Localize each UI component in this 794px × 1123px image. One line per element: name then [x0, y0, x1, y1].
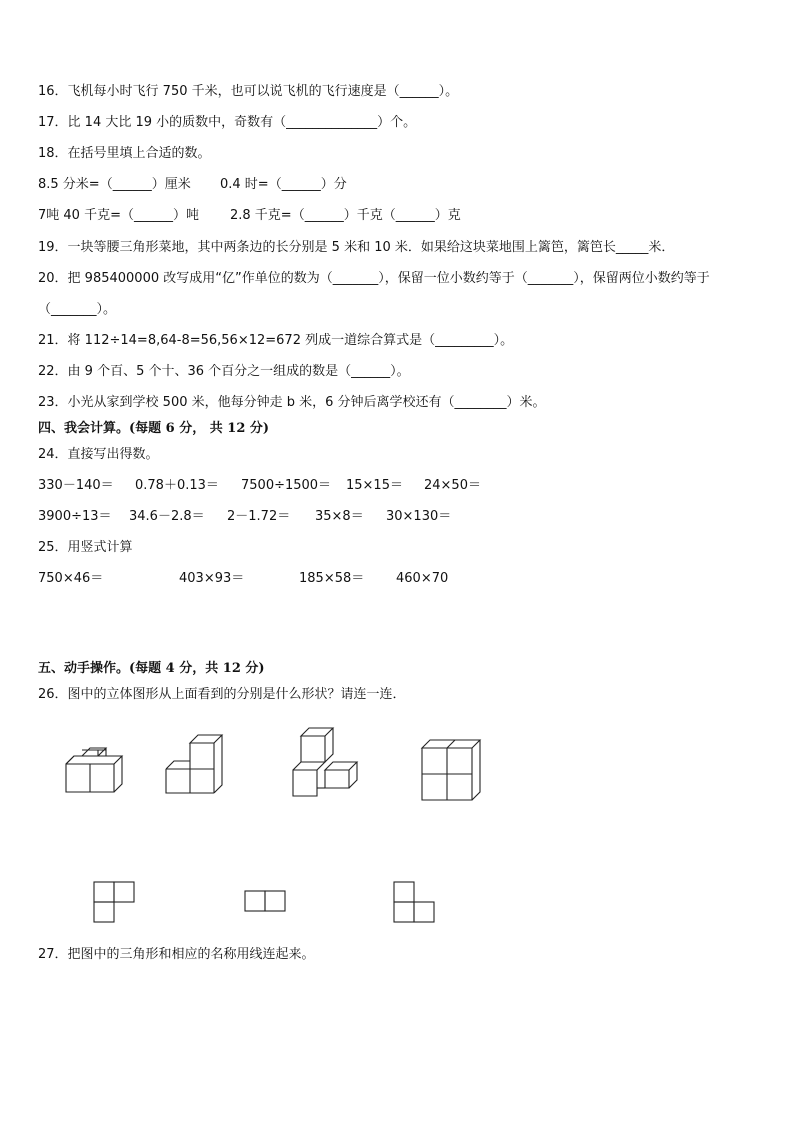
question-19: 19．一块等腰三角形菜地，其中两条边的长分别是 5 米和 10 米．如果给这块菜地围上篱笆，篱笆长_____米． [38, 240, 675, 255]
calc-item: 750×46＝ [38, 571, 104, 586]
calc-item: 2－1.72＝ [227, 509, 291, 524]
calc-item: 330－140＝ [38, 478, 114, 493]
question-20-continued: （_______）。 [38, 302, 117, 317]
question-17: 17．比 14 大比 19 小的质数中，奇数有（______________）个。 [38, 115, 417, 130]
solid-figure-1 [60, 740, 130, 800]
q18-item: 7吨 40 千克=（______）吨 [38, 208, 199, 223]
calc-item: 0.78＋0.13＝ [135, 478, 219, 493]
question-24: 24．直接写出得数。 [38, 447, 159, 462]
q18-item: 0.4 时=（______）分 [220, 177, 347, 192]
section-4-title: 四、我会计算。(每题 6 分， 共 12 分) [38, 421, 270, 436]
calc-item: 24×50＝ [424, 478, 481, 493]
question-18: 18．在括号里填上合适的数。 [38, 146, 211, 161]
calc-item: 15×15＝ [346, 478, 403, 493]
question-25: 25．用竖式计算 [38, 540, 133, 555]
question-26: 26．图中的立体图形从上面看到的分别是什么形状？请连一连． [38, 687, 406, 702]
calc-item: 403×93＝ [179, 571, 245, 586]
question-21: 21．将 112÷14=8,64-8=56,56×12=672 列成一道综合算式是（_________）。 [38, 333, 514, 348]
top-view-2 [243, 889, 289, 915]
calc-item: 35×8＝ [315, 509, 364, 524]
solid-figure-3 [287, 726, 367, 798]
question-23: 23．小光从家到学校 500 米，他每分钟走 b 米，6 分钟后离学校还有（________）米。 [38, 395, 546, 410]
q18-item: 8.5 分米=（______）厘米 [38, 177, 191, 192]
calc-item: 34.6－2.8＝ [129, 509, 205, 524]
solid-figure-4 [416, 736, 486, 804]
calc-item: 30×130＝ [386, 509, 452, 524]
calc-item: 185×58＝ [299, 571, 365, 586]
question-16: 16．飞机每小时飞行 750 千米，也可以说飞机的飞行速度是（______）。 [38, 84, 459, 99]
question-20: 20．把 985400000 改写成用“亿”作单位的数为（_______），保留一位小数约等于（_______），保留两位小数约等于 [38, 271, 710, 286]
calc-item: 460×70 [396, 571, 449, 586]
calc-item: 7500÷1500＝ [241, 478, 332, 493]
top-view-1 [92, 880, 138, 924]
question-22: 22．由 9 个百、5 个十、36 个百分之一组成的数是（______）。 [38, 364, 410, 379]
question-27: 27．把图中的三角形和相应的名称用线连起来。 [38, 947, 315, 962]
top-view-3 [392, 880, 438, 924]
section-5-title: 五、动手操作。(每题 4 分，共 12 分) [38, 661, 265, 676]
q18-item: 2.8 千克=（______）千克（______）克 [230, 208, 461, 223]
calc-item: 3900÷13＝ [38, 509, 112, 524]
solid-figure-2 [160, 733, 230, 799]
